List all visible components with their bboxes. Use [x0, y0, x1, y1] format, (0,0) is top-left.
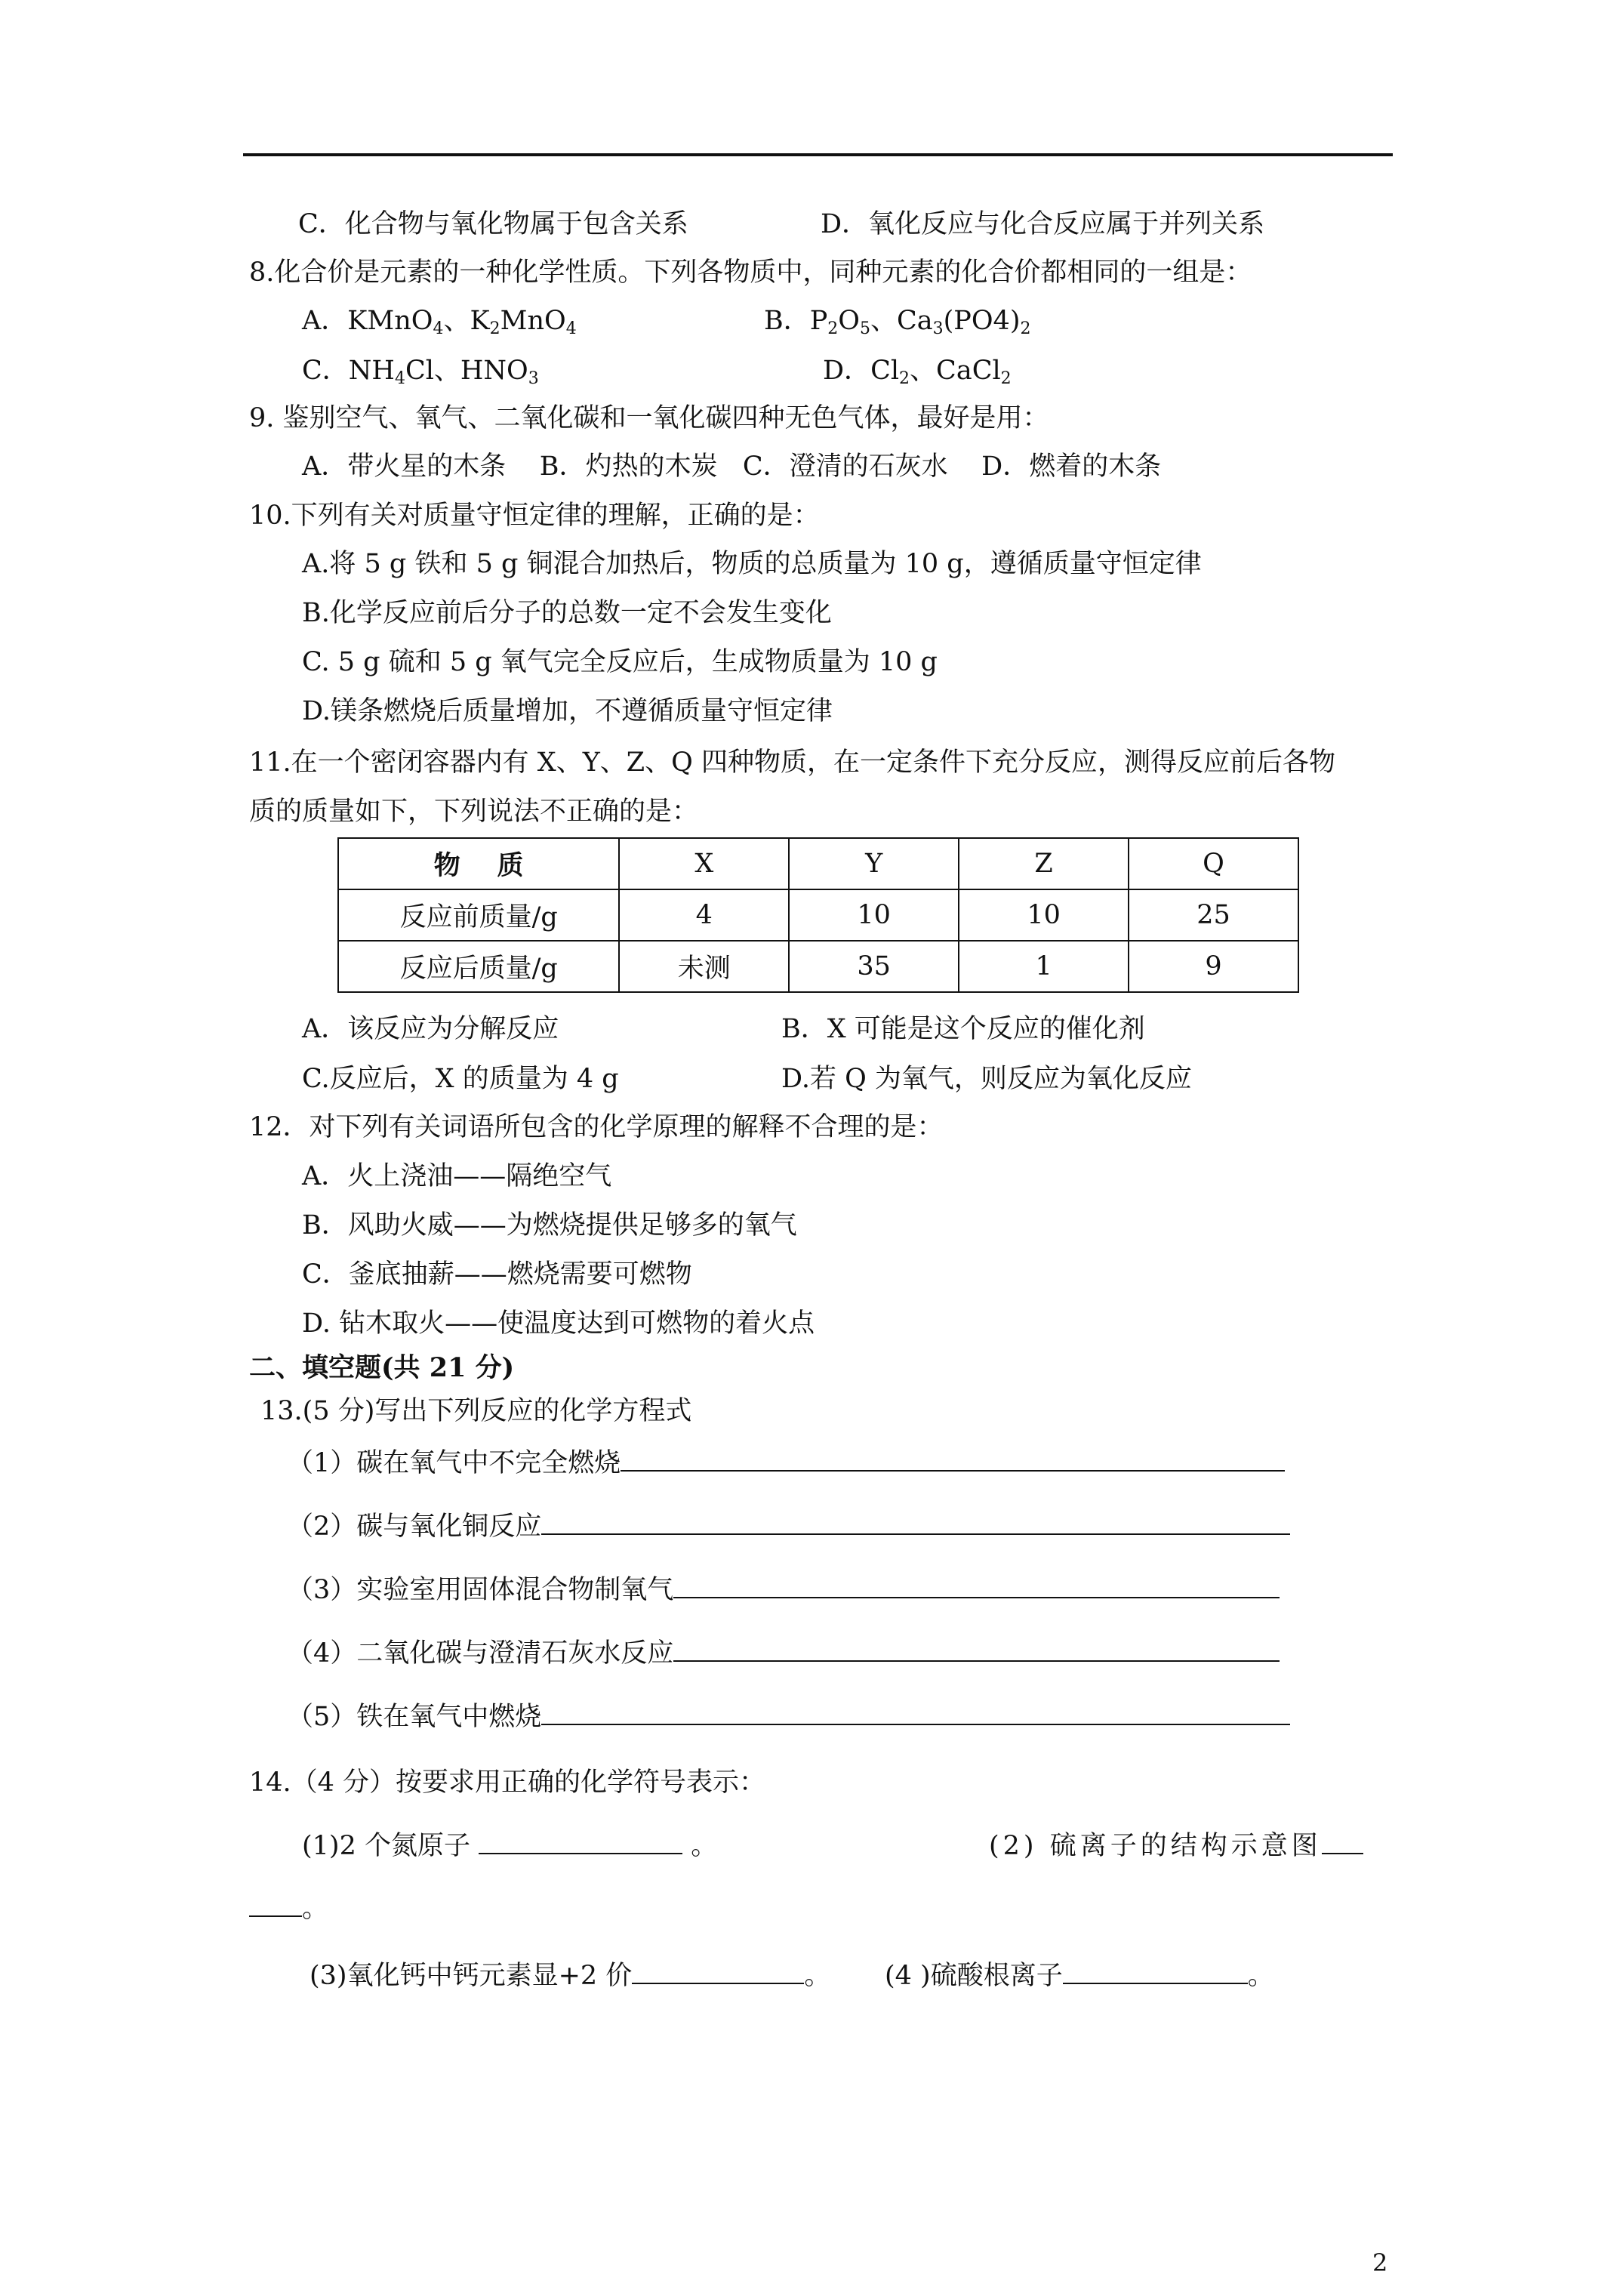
q8-option-c: C．$NH_4Cl$、$HNO_3$ — [302, 356, 539, 388]
answer-blank[interactable] — [673, 1597, 1280, 1598]
q13-item-3: （3）实验室用固体混合物制氧气 — [287, 1577, 1280, 1604]
table-cell: 未测 — [619, 941, 789, 992]
table-cell: 10 — [789, 889, 959, 941]
q11-option-d: D.若 Q 为氧气，则反应为氧化反应 — [781, 1064, 1192, 1094]
q11-stem-line2: 质的质量如下，下列说法不正确的是： — [249, 797, 699, 827]
q7-option-c: C．化合物与氧化物属于包含关系 — [298, 209, 688, 239]
table-row — [338, 941, 1298, 992]
q7-option-d: D．氧化反应与化合反应属于并列关系 — [821, 209, 1265, 239]
q9-options: A．带火星的木条 B．灼热的木炭 C．澄清的石灰水 D．燃着的木条 — [302, 451, 1162, 482]
table-header-cell: X — [619, 838, 789, 889]
q12-option-d: D. 钻木取火——使温度达到可燃物的着火点 — [302, 1308, 815, 1339]
table-header-cell: Q — [1129, 838, 1298, 889]
answer-blank[interactable] — [621, 1470, 1285, 1472]
table-cell: 反应前质量/g — [338, 889, 619, 941]
table-row — [338, 889, 1298, 941]
q9-stem: 9. 鉴别空气、氧气、二氧化碳和一氧化碳四种无色气体，最好是用： — [249, 403, 1049, 433]
q10-stem: 10.下列有关对质量守恒定律的理解，正确的是： — [249, 501, 820, 531]
q14-item-4: (4 )硫酸根离子 。 — [885, 1961, 1274, 1991]
q11-stem-line1: 11.在一个密闭容器内有 X、Y、Z、Q 四种物质，在一定条件下充分反应，测得反应前后各物 — [249, 747, 1335, 778]
q13-item-2: （2）碳与氧化铜反应 — [287, 1514, 1290, 1540]
q10-option-b: B.化学反应前后分子的总数一定不会发生变化 — [302, 598, 832, 628]
q14-item-1: (1)2 个氮原子 。 — [302, 1831, 718, 1861]
q12-option-c: C．釜底抽薪——燃烧需要可燃物 — [302, 1259, 692, 1290]
table-cell: 9 — [1129, 941, 1298, 992]
page-number: 2 — [1372, 2248, 1388, 2277]
q12-option-b: B．风助火威——为燃烧提供足够多的氧气 — [302, 1210, 797, 1240]
table-header-cell: Z — [959, 838, 1129, 889]
q13-item-1: （1）碳在氧气中不完全燃烧 — [287, 1450, 1285, 1477]
table-header-cell: 物 质 — [338, 838, 619, 889]
q8-option-b: B．$P_2O_5$、$Ca_3(PO4)_2$ — [764, 306, 1031, 338]
q8-option-d: D．$Cl_2$、CaCl$_2$ — [823, 356, 1012, 388]
header-rule — [243, 153, 1393, 156]
answer-blank[interactable] — [541, 1533, 1290, 1535]
q13-item-4: （4）二氧化碳与澄清石灰水反应 — [287, 1641, 1280, 1667]
q8-option-a: A．KMnO$_4$、$K_2MnO_4$ — [302, 306, 577, 338]
q13-item-5: （5）铁在氧气中燃烧 — [287, 1704, 1290, 1730]
answer-blank[interactable] — [1063, 1983, 1248, 1984]
q14-item-3: (3)氧化钙中钙元素显+2 价 。 — [310, 1961, 831, 1991]
table-cell: 1 — [959, 941, 1129, 992]
q11-option-c: C.反应后，X 的质量为 4 g — [302, 1064, 619, 1094]
table-header-cell: Y — [789, 838, 959, 889]
q10-option-c: C. 5 g 硫和 5 g 氧气完全反应后，生成物质量为 10 g — [302, 647, 938, 677]
answer-blank[interactable] — [541, 1724, 1290, 1725]
answer-blank[interactable] — [249, 1915, 302, 1917]
q14-stem: 14.（4 分）按要求用正确的化学符号表示： — [249, 1767, 766, 1798]
answer-blank[interactable] — [1322, 1853, 1363, 1854]
q12-stem: 12．对下列有关词语所包含的化学原理的解释不合理的是： — [249, 1112, 944, 1142]
answer-blank[interactable] — [632, 1983, 804, 1984]
section-heading: 二、填空题(共 21 分) — [249, 1352, 515, 1383]
table-cell: 25 — [1129, 889, 1298, 941]
q8-stem: 8.化合价是元素的一种化学性质。下列各物质中，同种元素的化合价都相同的一组是： — [249, 257, 1252, 288]
q14-item-2-continuation: 。 — [249, 1896, 328, 1922]
table-cell: 反应后质量/g — [338, 941, 619, 992]
q11-option-b: B．X 可能是这个反应的催化剂 — [781, 1014, 1145, 1044]
q14-item-2: (2) 硫离子的结构示意图 — [989, 1833, 1363, 1860]
answer-blank[interactable] — [479, 1853, 682, 1854]
table-cell: 10 — [959, 889, 1129, 941]
q11-option-a: A．该反应为分解反应 — [302, 1014, 559, 1044]
table-cell: 4 — [619, 889, 789, 941]
q12-option-a: A．火上浇油——隔绝空气 — [302, 1161, 612, 1191]
q10-option-a: A.将 5 g 铁和 5 g 铜混合加热后，物质的总质量为 10 g，遵循质量守恒定律 — [302, 549, 1202, 579]
q10-option-d: D.镁条燃烧后质量增加，不遵循质量守恒定律 — [302, 696, 833, 726]
answer-blank[interactable] — [673, 1660, 1280, 1662]
table-cell: 35 — [789, 941, 959, 992]
table-header-row — [338, 838, 1298, 889]
mass-table — [337, 837, 1299, 993]
q13-stem: 13.(5 分)写出下列反应的化学方程式 — [260, 1396, 692, 1426]
